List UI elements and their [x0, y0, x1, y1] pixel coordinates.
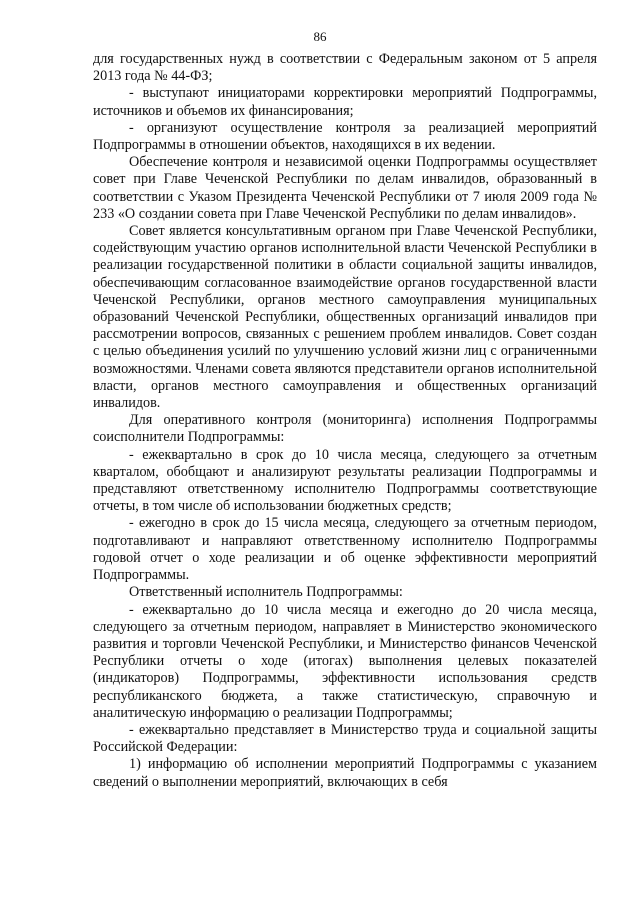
document-body	[93, 51, 597, 791]
page-number: 86	[313, 29, 327, 44]
paragraph-5: Совет является консультативным органом при Главе Чеченской Республики, содействующим участию органов исполнительной власти Чеченской Республики в реализации государственной политики в области социальной защиты инвалидов, обеспечивающим согласованное взаимодействие органов государственной власти Чеченской Республики, органов местного самоуправления муниципальных образований Чеченской Республики, общественных организаций инвалидов при рассмотрении вопросов, связанных с решением проблем инвалидов. Совет создан с целью объединения усилий по улучшению условий жизни лиц с ограниченными возможностями. Членами совета являются представители органов исполнительной власти, органов местного самоуправления и общественных организаций инвалидов.	[93, 223, 597, 412]
paragraph-1: для государственных нужд в соответствии с Федеральным законом от 5 апреля 2013 года № 44-ФЗ;	[93, 51, 597, 85]
paragraph-4: Обеспечение контроля и независимой оценки Подпрограммы осуществляет совет при Главе Чеченской Республики по делам инвалидов, образованный в соответствии с Указом Президента Чеченской Республики от 7 июля 2009 года № 233 «О создании совета при Главе Чеченской Республики по делам инвалидов».	[93, 154, 597, 222]
paragraph-3: - организуют осуществление контроля за реализацией мероприятий Подпрограммы в отношении объектов, находящихся в их ведении.	[93, 119, 597, 154]
paragraph-7: - ежеквартально в срок до 10 числа месяца, следующего за отчетным кварталом, обобщают и анализируют результаты реализации Подпрограммы и представляют ответственному исполнителю Подпрограммы соответствующие отчеты, в том числе об использовании бюджетных средств;	[93, 446, 597, 515]
paragraph-10: - ежеквартально до 10 числа месяца и ежегодно до 20 числа месяца, следующего за отчетным периодом, направляет в Министерство экономического развития и торговли Чеченской Республики, и Министерство финансов Чеченской Республики отчеты о ходе (итогах) выполнения целевых показателей (индикаторов) Подпрограммы, эффективности использования средств республиканского бюджета, а также статистическую, справочную и аналитическую информацию о реализации Подпрограммы;	[93, 601, 597, 721]
paragraph-2: - выступают инициаторами корректировки мероприятий Подпрограммы, источников и объемов их финансирования;	[93, 85, 597, 119]
paragraph-12: 1) информацию об исполнении мероприятий Подпрограммы с указанием сведений о выполнении мероприятий, включающих в себя	[93, 756, 597, 790]
paragraph-9: Ответственный исполнитель Подпрограммы:	[129, 584, 403, 601]
paragraph-8: - ежегодно в срок до 15 числа месяца, следующего за отчетным периодом, подготавливают и направляют ответственному исполнителю Подпрограммы годовой отчет о ходе реализации и об оценке эффективности мероприятий Подпрограммы.	[93, 515, 597, 584]
paragraph-6: Для оперативного контроля (мониторинга) исполнения Подпрограммы соисполнители Подпрограммы:	[93, 412, 597, 446]
paragraph-11: - ежеквартально представляет в Министерство труда и социальной защиты Российской Федерации:	[93, 721, 597, 756]
